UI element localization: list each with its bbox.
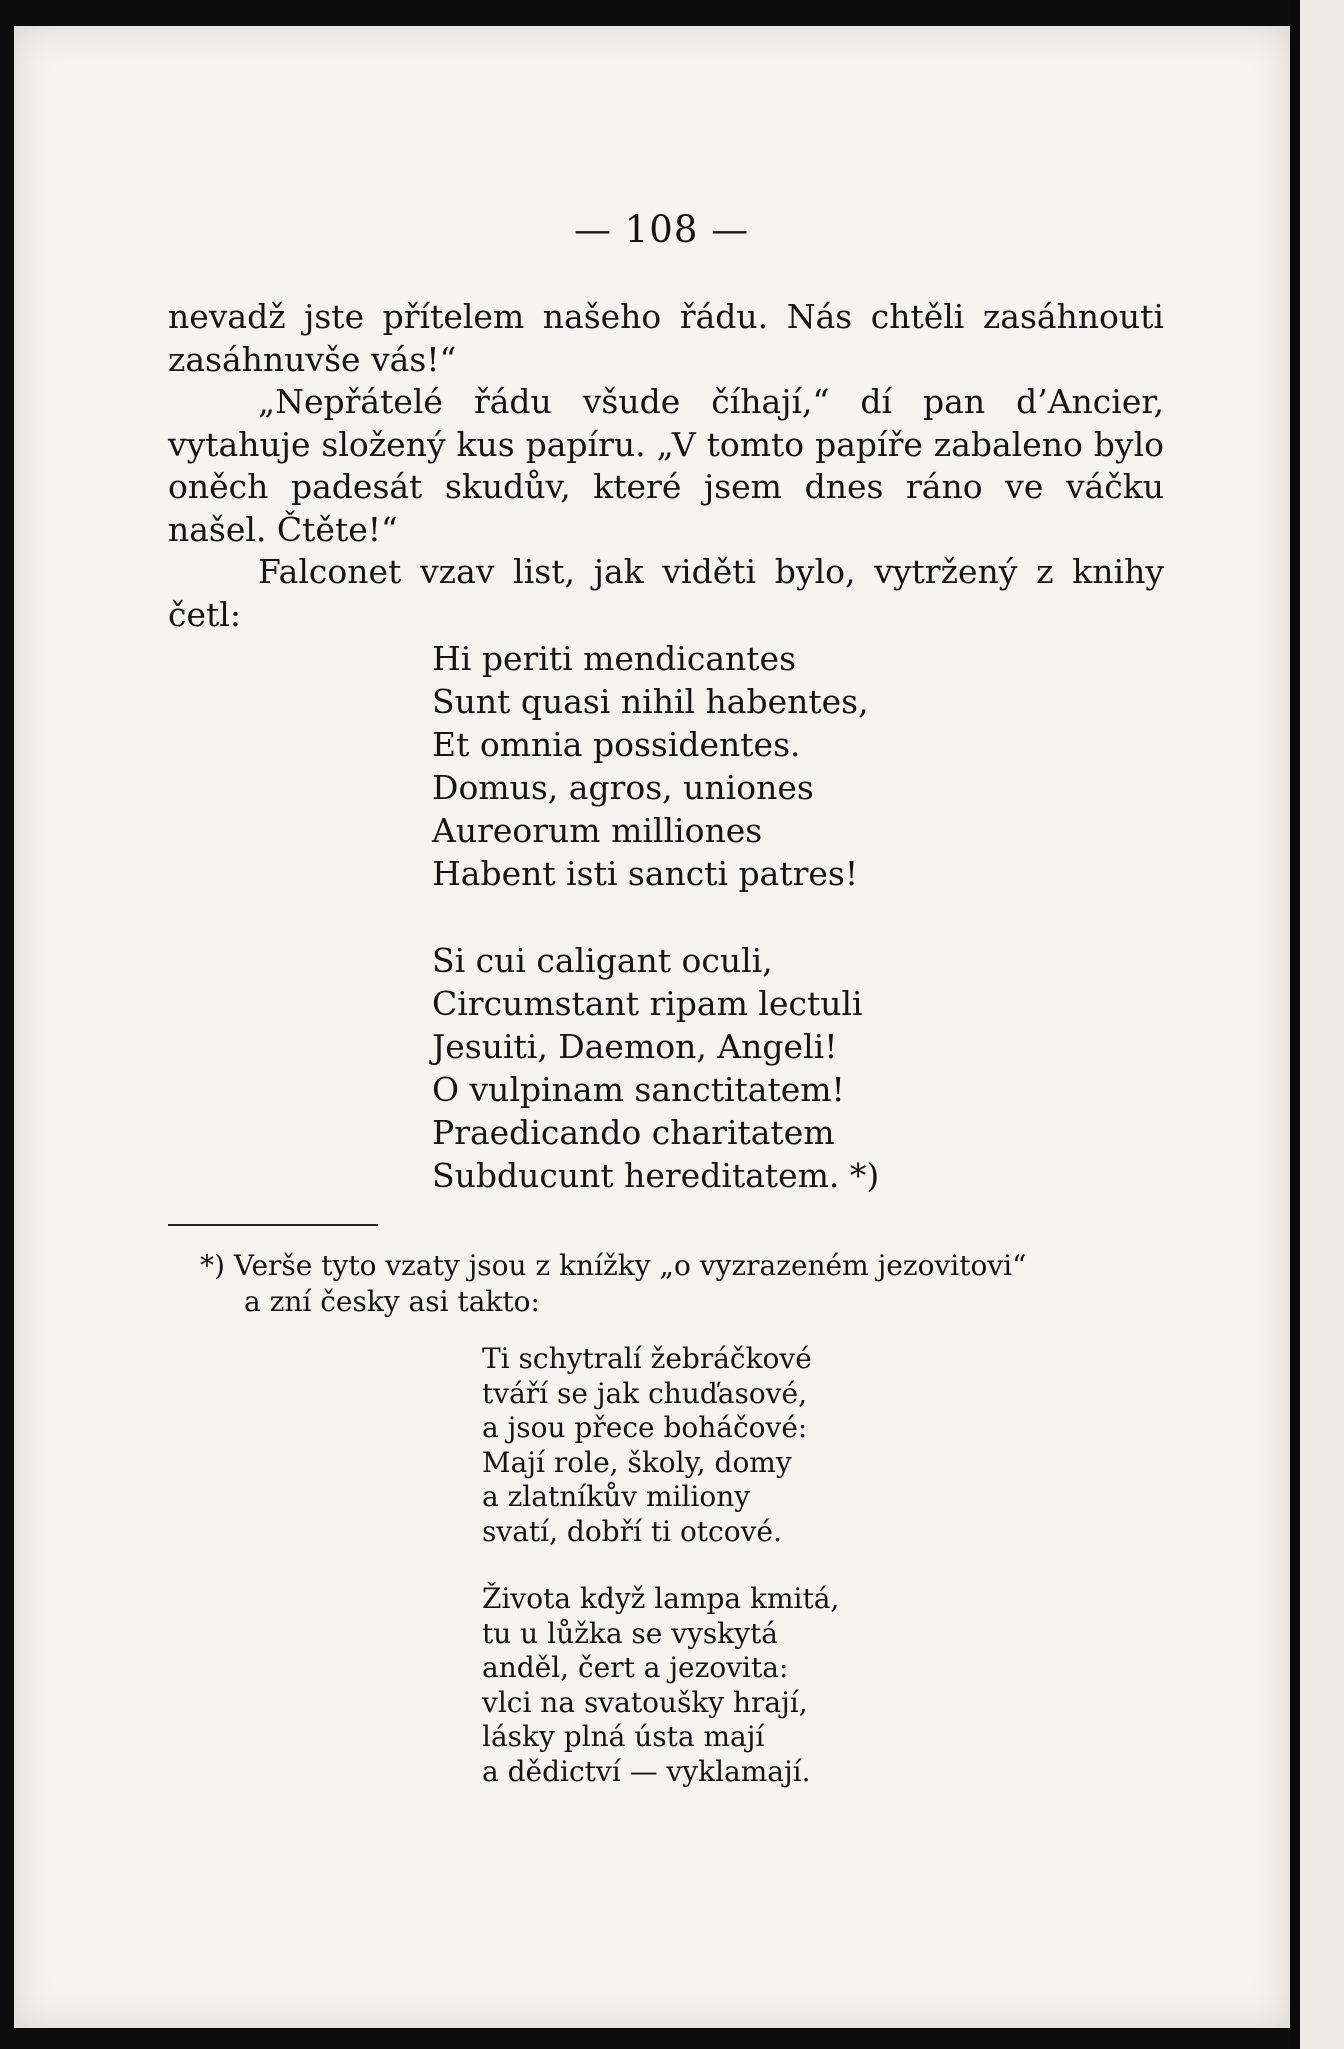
verse-line: Mají role, školy, domy <box>482 1445 792 1479</box>
paragraph-1: nevadž jste přítelem našeho řádu. Nás chtěli zasáhnouti zasáhnuvše vás!“ <box>168 297 1164 379</box>
czech-verse-stanza-2 <box>482 1582 839 1789</box>
verse-line: Sunt quasi nihil habentes, <box>432 682 869 721</box>
latin-verse-stanza-1 <box>432 637 869 895</box>
verse-line: tváří se jak chuďasové, <box>482 1376 807 1410</box>
paragraph-3: Falconet vzav list, jak viděti bylo, vytržený z knihy četl: <box>168 552 1164 634</box>
verse-line: Domus, agros, uniones <box>432 768 814 807</box>
prose-body <box>168 296 1164 636</box>
verse-line: Praedicando charitatem <box>432 1113 835 1152</box>
verse-line: Hi periti mendicantes <box>432 639 796 678</box>
verse-line: lásky plná ústa mají <box>482 1720 765 1753</box>
verse-line: Subducunt hereditatem. *) <box>432 1156 880 1195</box>
verse-line: a dědictví — vyklamají. <box>482 1754 811 1788</box>
verse-line: O vulpinam sanctitatem! <box>432 1070 845 1109</box>
czech-verse-stanza-1 <box>482 1342 812 1549</box>
verse-line: Si cui caligant oculi, <box>432 941 773 980</box>
verse-line: Života když lampa kmitá, <box>482 1582 840 1615</box>
footnote-line: a zní česky asi takto: <box>244 1285 540 1318</box>
footnote-intro <box>200 1248 1026 1320</box>
verse-line: a zlatníkův miliony <box>482 1480 751 1513</box>
paragraph-2: „Nepřátelé řádu všude číhají,“ dí pan d’Ancier, vytahuje složený kus papíru. „V tomto papíře zabaleno bylo oněch padesát skudův, které jsem dnes ráno ve váčku našel. Čtěte!“ <box>168 382 1164 549</box>
verse-line: Ti schytralí žebráčkové <box>482 1342 812 1375</box>
verse-line: Aureorum milliones <box>432 811 763 850</box>
verse-line: a jsou přece boháčové: <box>482 1411 808 1444</box>
adjacent-page-edge <box>1300 0 1344 2049</box>
latin-verse-stanza-2 <box>432 939 879 1197</box>
page-number: — 108 — <box>574 208 750 251</box>
verse-line: Habent isti sancti patres! <box>432 854 859 893</box>
verse-line: Jesuiti, Daemon, Angeli! <box>432 1027 838 1066</box>
verse-line: svatí, dobří ti otcové. <box>482 1514 782 1548</box>
footnote-separator <box>168 1224 378 1226</box>
verse-line: Circumstant ripam lectuli <box>432 984 863 1023</box>
verse-line: anděl, čert a jezovita: <box>482 1651 789 1684</box>
verse-line: Et omnia possidentes. <box>432 725 801 764</box>
footnote-line: *) Verše tyto vzaty jsou z knížky „o vyzrazeném jezovitovi“ <box>200 1249 1027 1282</box>
verse-line: tu u lůžka se vyskytá <box>482 1616 778 1650</box>
verse-line: vlci na svatoušky hrají, <box>482 1685 808 1719</box>
